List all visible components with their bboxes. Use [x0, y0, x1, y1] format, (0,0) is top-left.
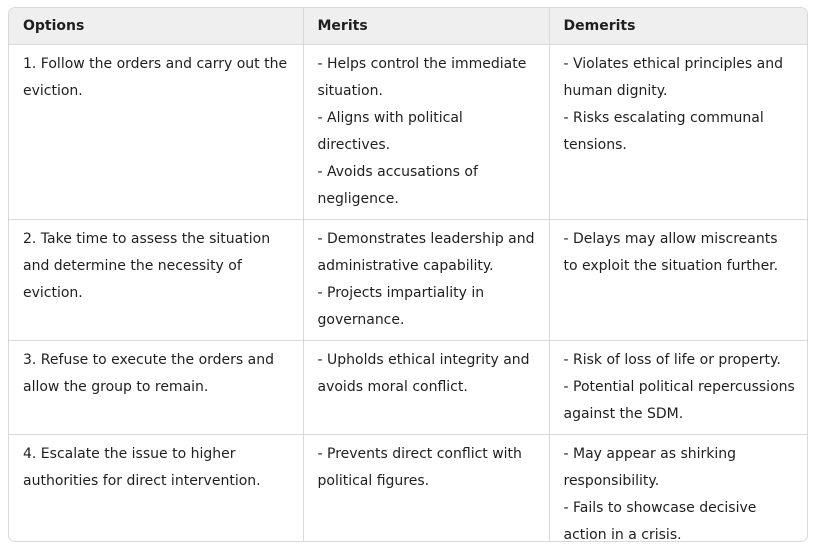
demerit-item: - Fails to showcase decisive action in a crisis.: [563, 500, 757, 542]
table-row: [9, 435, 808, 543]
option-cell: 2. Take time to assess the situation and determine the necessity of eviction.: [9, 220, 303, 341]
merits-cell: [303, 45, 549, 220]
header-row: [9, 8, 808, 45]
merit-item: - Demonstrates leadership and administrative capability.: [317, 231, 535, 274]
merits-cell: [303, 341, 549, 435]
demerit-item: - Violates ethical principles and human dignity.: [563, 56, 783, 99]
merit-item: - Helps control the immediate situation.: [317, 56, 527, 99]
merit-item: - Avoids accusations of negligence.: [317, 164, 478, 207]
demerit-item: - May appear as shirking responsibility.: [563, 446, 737, 489]
header-merits: Merits: [303, 8, 549, 45]
demerit-item: - Delays may allow miscreants to exploit the situation further.: [563, 231, 779, 274]
header-options: Options: [9, 8, 303, 45]
header-demerits: Demerits: [549, 8, 808, 45]
merits-cell: [303, 435, 549, 543]
demerit-item: - Risk of loss of life or property.: [563, 352, 781, 368]
option-cell: 4. Escalate the issue to higher authorities for direct intervention.: [9, 435, 303, 543]
table-row: [9, 220, 808, 341]
option-cell: 1. Follow the orders and carry out the eviction.: [9, 45, 303, 220]
demerit-item: - Potential political repercussions against the SDM.: [563, 379, 795, 422]
table: [9, 8, 808, 542]
table-row: [9, 341, 808, 435]
demerits-cell: [549, 341, 808, 435]
merit-item: - Aligns with political directives.: [317, 110, 463, 153]
demerits-cell: [549, 220, 808, 341]
options-table: [8, 7, 808, 542]
merits-cell: [303, 220, 549, 341]
merit-item: - Upholds ethical integrity and avoids moral conflict.: [317, 352, 530, 395]
merit-item: - Projects impartiality in governance.: [317, 285, 485, 328]
demerits-cell: [549, 45, 808, 220]
option-cell: 3. Refuse to execute the orders and allow the group to remain.: [9, 341, 303, 435]
demerits-cell: [549, 435, 808, 543]
demerit-item: - Risks escalating communal tensions.: [563, 110, 764, 153]
table-row: [9, 45, 808, 220]
merit-item: - Prevents direct conflict with political figures.: [317, 446, 522, 489]
